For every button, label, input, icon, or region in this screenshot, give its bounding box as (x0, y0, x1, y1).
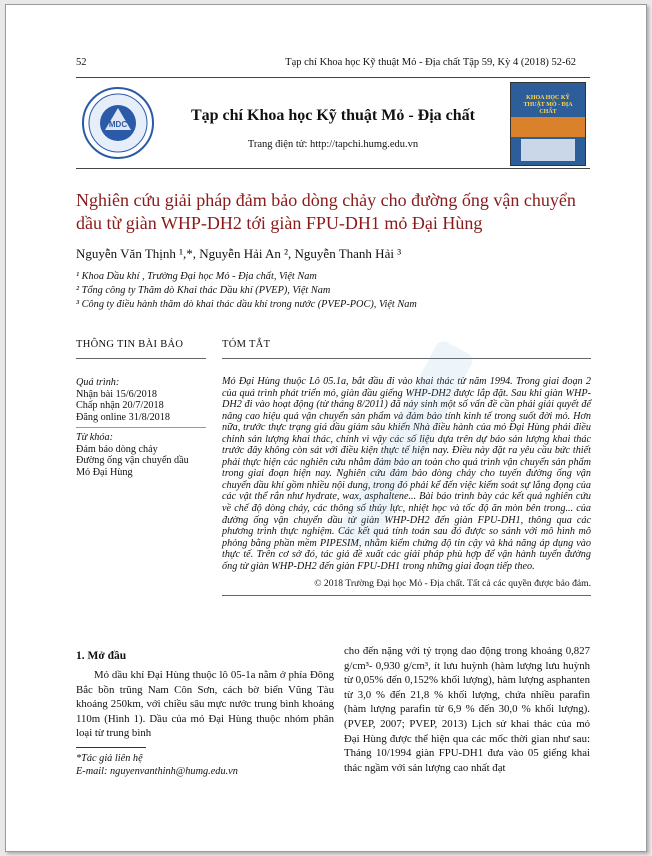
intro-paragraph: Mỏ dầu khí Đại Hùng thuộc lô 05-1a nằm ở phía Đông Bắc bồn trũng Nam Côn Sơn, cách bờ biển Vũng Tàu khoảng 250km, với chiều sâu mực nước trung bình khoảng 110m (Hình 1). Dầu của mỏ Đại Hùng thuộc nhóm phân loại từ trung bình (76, 669, 334, 740)
affiliation-3: ³ Công ty điều hành thăm dò khai thác dầu khí trong nước (PVEP-POC), Việt Nam (76, 299, 417, 310)
journal-header (76, 77, 590, 169)
keyword: Đường ống vận chuyển dầu (76, 455, 189, 466)
keywords-block (76, 428, 206, 478)
process-label: Quá trình: (76, 377, 120, 388)
journal-cover-thumbnail (510, 82, 586, 166)
body-left-column (76, 638, 334, 778)
affiliation-2: ² Tổng công ty Thăm dò Khai thác Dầu khí (PVEP), Việt Nam (76, 285, 331, 296)
affiliations (76, 270, 417, 312)
process-block (76, 373, 206, 423)
keyword: Đảm bảo dòng chảy (76, 443, 158, 455)
article-info-heading: THÔNG TIN BÀI BÁO (76, 339, 206, 359)
paper-page (5, 4, 647, 852)
article-info (76, 339, 206, 478)
accepted-date: Chấp nhận 20/7/2018 (76, 400, 164, 411)
authors: Nguyễn Văn Thịnh ¹,*, Nguyễn Hải An ², Nguyễn Thanh Hải ³ (76, 246, 402, 261)
abstract-heading: TÓM TẮT (222, 339, 591, 359)
online-date: Đăng online 31/8/2018 (76, 411, 170, 423)
keyword: Mỏ Đại Hùng (76, 466, 133, 478)
footnote-email: E-mail: nguyenvanthinh@humg.edu.vn (76, 765, 238, 777)
running-header (76, 57, 576, 68)
copyright: © 2018 Trường Đại học Mỏ - Địa chất. Tất cả các quyền được bảo đảm. (222, 578, 591, 596)
body-right-column (344, 638, 590, 775)
journal-title: Tạp chí Khoa học Kỹ thuật Mỏ - Địa chất (190, 107, 475, 124)
footnote-contact: *Tác giả liên hệ (76, 752, 143, 764)
keywords-label: Từ khóa: (76, 432, 113, 443)
journal-website: Trang điện tử: http://tapchi.humg.edu.vn (247, 139, 419, 150)
journal-issue: Tạp chí Khoa học Kỹ thuật Mỏ - Địa chất Tập 59, Kỳ 4 (2018) 52-62 (285, 57, 576, 68)
section-heading: 1. Mở đầu (76, 650, 127, 662)
footnote-rule (76, 747, 146, 748)
affiliation-1: ¹ Khoa Dầu khí , Trường Đại học Mỏ - Địa chất, Việt Nam (76, 271, 317, 282)
abstract-text: Mỏ Đại Hùng thuộc Lô 05.1a, bắt đầu đi vào khai thác từ năm 1994. Trong giai đoạn 2 của quá trình phát triển mỏ, giàn đầu giếng WHP-DH2 được lắp đặt. Sau khi giàn WHP-DH2 đi vào hoạt động (từ tháng 8/2011) đã nảy sinh một số vấn đề cần phải giải quyết để nâng cao hiệu quả vận chuyển sản phẩm và đảm bảo tính kinh tế trong suốt đời mỏ. Hơn nữa, trước thực trạng giá dầu giảm sâu khiến Nhà điều hành của mỏ Đại Hùng phải điều chỉnh sản lượng khai thác, chính vì vậy các số liệu dựa trên dự báo sản lượng khai thác trước đây không còn sát với điều kiện thực tế hiện nay. Điều này đặt ra yêu cầu bức thiết phải thực hiện các nghiên cứu nhằm đảm bảo an toàn cho quá trình vận chuyển sản phẩm trong giai đoạn hiện nay. Nghiên cứu đảm bảo dòng chảy cho tuyến đường ống vận chuyển dầu khí gồm nhiều nội dung, trong đó phải kể đến việc kiểm soát sự lắng đọng của các vật thể rắn như hydrate, wax, asphaltene... Bài báo trình bày các kết quả nghiên cứu về chế độ dòng chảy, các thông số thủy lực, nhiệt học và tốc độ ăn mòn bên trong... của đường ống vận chuyển dầu từ giàn WHP-DH2 đến giàn FPU-DH1, thông qua các phương trình thực nghiệm. Các kết quả tính toán sau đó được so sánh với mô hình mô phỏng bằng phần mềm PIPESIM, nhằm kiểm chứng độ tin cậy và khả năng áp dụng vào thực tế. Trên cơ sở đó, tác giả đề xuất các giải pháp phù hợp để vận hành tuyến đường ống từ giàn WHP-DH2 đến giàn FPU-DH1 trong những giai đoạn tiếp theo. (222, 376, 591, 572)
abstract-section (222, 339, 591, 596)
logo-text: MDC (108, 120, 128, 129)
intro-continuation: cho đến nặng với tỷ trọng dao động trong khoảng 0,827 g/cm³- 0,930 g/cm³, ít lưu huỳnh (hàm lượng lưu huỳnh từ 0,05% đến 0,152% khối lượng), hàm lượng asphanten từ 3,0 % đến 21,8 % khối lượng, chứa nhiều parafin (hàm lượng parafin từ 6,9 % đến 30,0 % khối lượng). (PVEP, 2007; PVEP, 2013) Lịch sử khai thác của mỏ Đại Hùng được thể hiện qua các mốc thời gian như sau: Tháng 10/1994 giàn FPU-DH1 đưa vào 05 giếng khai thác ngầm với sản lượng cao nhất đạt (344, 645, 590, 774)
page-number: 52 (76, 57, 87, 68)
paper-title: Nghiên cứu giải pháp đảm bảo dòng chảy cho đường ống vận chuyển dầu từ giàn WHP-DH2 tới giàn FPU-DH1 mỏ Đại Hùng (76, 190, 576, 233)
header-top-rule (76, 77, 590, 78)
received-date: Nhận bài 15/6/2018 (76, 388, 157, 400)
cover-title: KHOA HỌC KỸ THUẬT MỎ - ĐỊA CHẤT (523, 95, 573, 115)
header-bottom-rule (76, 168, 590, 169)
